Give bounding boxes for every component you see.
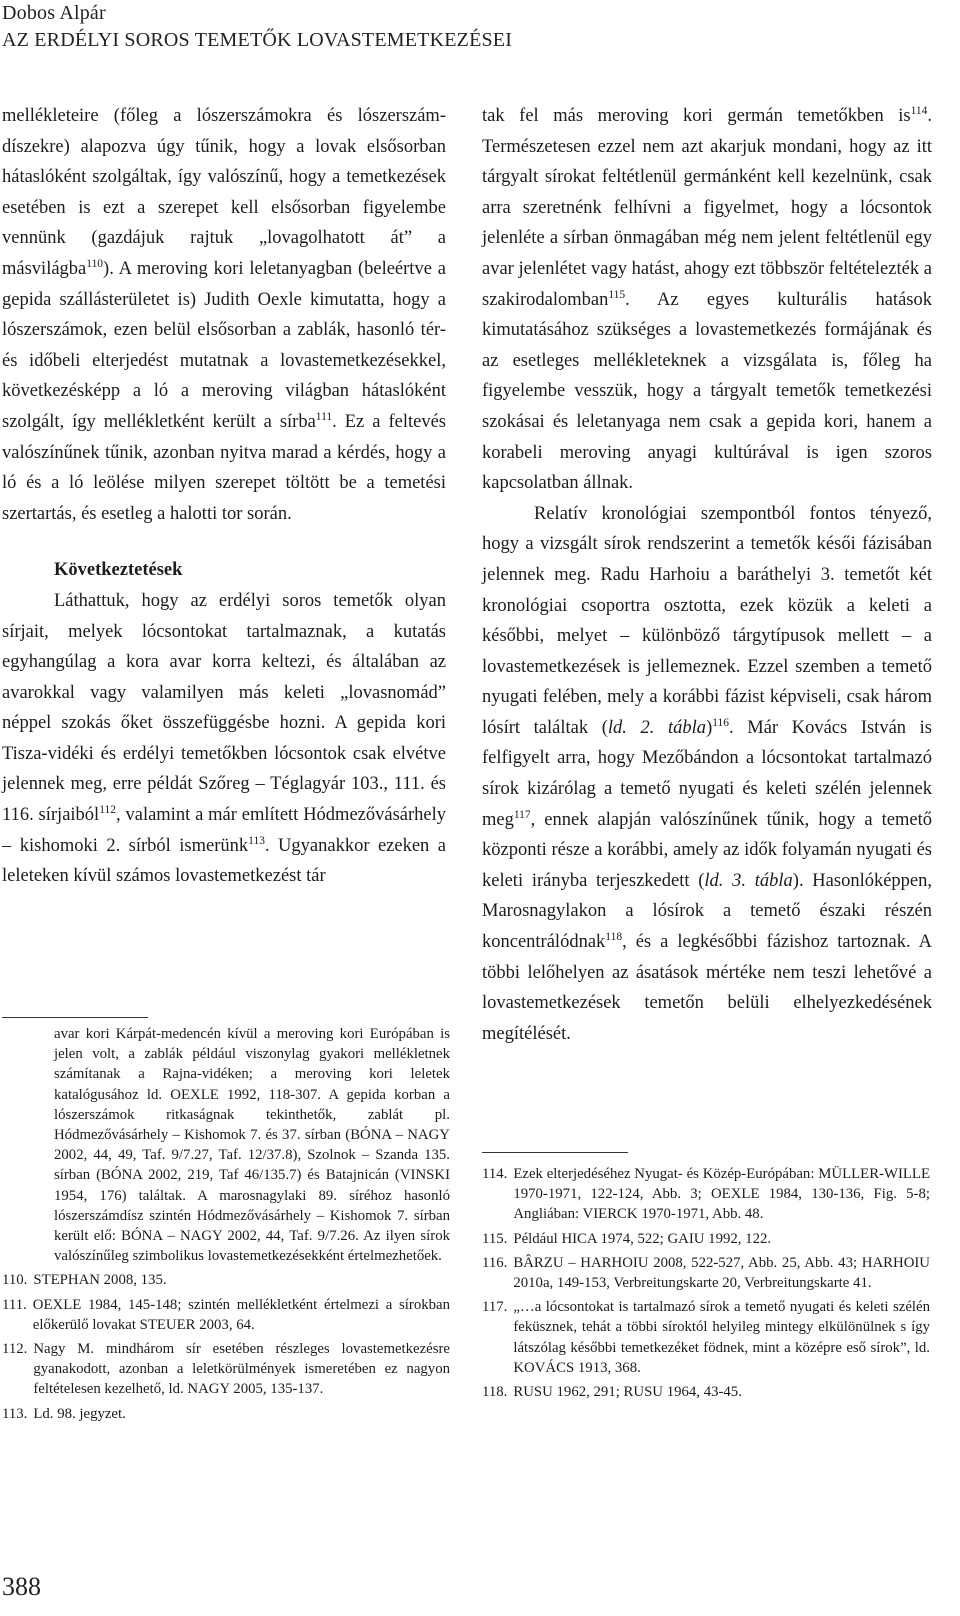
left-paragraph-2: Láthattuk, hogy az erdélyi soros temetők olyan sírjait, melyek lócsontokat tartalmaznak, a kutatás egyhangúlag a kora avar korra keltezi, és általában az avarokkal vagy valamilyen más keleti „lovasnomád” néppel szokás őket összefüggésbe hozni. A gepida kori Tisza-vidéki és erdélyi temetőkben lócsontok csak elvétve jelennek meg, erre példát Szőreg – Téglagyár 103., 111. és 116. sírjaiból$^{112}$, valamint a már említett Hódmezővásárhely – kishomoki 2. sírból ismerünk$^{113}$. Ugyanakkor ezeken a leleteken kívül számos lovastemetkezést tár	[2, 590, 446, 887]
running-header	[2, 0, 512, 54]
footnote-ref[interactable]: 117	[513, 808, 531, 821]
footnote-item	[2, 1404, 450, 1424]
footnote-item	[482, 1229, 930, 1249]
header-author: Dobos Alpár	[2, 2, 106, 24]
footnote-text: Például HICA 1974, 522; GAIU 1992, 122.	[513, 1230, 772, 1247]
right-footnotes	[482, 1164, 930, 1402]
footnote-item	[482, 1382, 930, 1402]
footnote-item	[2, 1295, 450, 1335]
footnote-item	[482, 1297, 930, 1378]
footnote-ref[interactable]: 114	[910, 104, 928, 117]
footnote-text: OEXLE 1984, 145-148; szintén mellékletként értelmezi a sírokban előkerülő lovakat STEUER 2003, 64.	[32, 1296, 450, 1333]
right-column	[482, 101, 932, 1049]
left-paragraph-1: mellékleteire (főleg a lószerszámokra és lószerszámdíszekre) alapozva úgy tűnik, hogy a lovak elsősorban hátaslóként szolgáltak, így valószínű, hogy a temetkezések esetében is ezt a szerepet kell elsősorban figyelembe vennünk (gazdájuk rajtuk „lovagolhatott át” a másvilágba$^{110}$). A meroving kori leletanyagban (beleértve a gepida szállásterületet is) Judith Oexle kimutatta, hogy a lószerszámok, ezen belül elsősorban a zablák, hasonló tér- és időbeli elterjedést mutatnak a lovastemetkezésekkel, következésképp a ló a meroving világban hátaslóként szolgált, így mellékletként került a sírba$^{111}$. Ez a feltevés valószínűnek tűnik, azonban nyitva marad a kérdés, hogy a ló és a ló leölése milyen szerepet töltött be a temetési szertartás, és esetleg a halotti tor során.	[2, 106, 446, 524]
footnote-number: 111.	[2, 1296, 27, 1313]
footnote-item	[2, 1339, 450, 1400]
footnote-number: 115.	[482, 1230, 508, 1247]
footnote-text: RUSU 1962, 291; RUSU 1964, 43-45.	[513, 1384, 742, 1401]
footnote-separator	[482, 1152, 628, 1153]
right-paragraph-2: Relatív kronológiai szempontból fontos tényező, hogy a vizsgált sírok rendszerint a temetők késői fázisában jelennek meg. Radu Harhoiu a baráthelyi 3. temetőt két kronológiai csoportra osztotta, ezek közük a keleti a későbbi, melyet – különböző tárgytípusok mellett – a lovastemetkezések is jellemeznek. Ezzel szemben a temető nyugati felében, mely a korábbi fázist képviseli, csak három lósírt találtak (ld. 2. tábla)$^{116}$. Már Kovács István is felfigyelt arra, hogy Mezőbándon a lócsontokat tartalmazó sírok kizárólag a temető nyugati és keleti szélén jelennek meg$^{117}$, ennek alapján valószínűnek tűnik, hogy a temető központi része a korábbi, amely az idők folyamán nyugati és keleti irányba terjeszkedett (ld. 3. tábla). Hasonlóképpen, Marosnagylakon a lósírok a temető északi részén koncentrálódnak$^{118}$, és a legkésőbbi fázishoz tartoznak. A többi lelőhelyen az ásatások mértéke nem teszi lehetővé a lovastemetkezések temetőn belüli elhelyezkedésének megítélését.	[482, 503, 933, 1044]
left-footnotes	[2, 1024, 450, 1424]
footnote-item	[2, 1270, 450, 1290]
footnote-item	[482, 1253, 930, 1293]
footnote-number: 110.	[2, 1272, 28, 1289]
footnote-text: STEPHAN 2008, 135.	[33, 1272, 167, 1289]
footnote-number: 112.	[2, 1341, 28, 1358]
footnote-item	[482, 1164, 930, 1225]
footnote-text: Nagy M. mindhárom sír esetében részleges lovastemetkezésre gyanakodott, azonban a leletkörülmények ismeretében ez nagyon feltételesen kezelhető, ld. NAGY 2005, 135-137.	[33, 1341, 450, 1398]
section-heading: Következtetések	[54, 560, 183, 581]
footnote-ref[interactable]: 112	[99, 803, 116, 816]
footnote-number: 114.	[482, 1166, 508, 1182]
page-number: 388	[2, 1572, 41, 1601]
footnote-text: „…a lócsontokat is tartalmazó sírok a temető nyugati és keleti szélén feküsznek, tehát a többi síroktól helyileg mintegy elkülönülnek s így látszólag későbbi temetkezéket födnek, mint a középre eső sírok”, ld. KOVÁCS 1913, 368.	[513, 1299, 930, 1376]
footnote-separator	[2, 1017, 148, 1018]
left-column	[2, 101, 446, 892]
footnote-number: 118.	[482, 1384, 508, 1401]
footnote-ref[interactable]: 111	[315, 410, 333, 423]
footnote-continuation: avar kori Kárpát-medencén kívül a meroving kori Európában is jelen volt, a zablák például viszonylag gyakori mellékletnek számítanak a Rajna-vidéken; a meroving kori leletek katalógusához ld. OEXLE 1992, 118-307. A gepida korban a lószerszámok ritkaságnak tekinthetők, zablát pl. Hódmezővásárhely – Kishomok 7. és 37. sírban (BÓNA – NAGY 2002, 44, 49, Taf. 9/7.27, Taf. 12/37.8), Szolnok – Szanda 135. sírban (BÓNA 2002, 219, Taf 46/135.7) és Batajnicán (VINSKI 1954, 176) találtak. A marosnagylaki 89. síréhoz hasonló lószerszámdísz szintén Hódmezővásárhely – Kishomok 7. sírban került elő: BÓNA – NAGY 2002, 44, Taf. 9/7.26. Az ilyen sírok valószínűleg szimbolikus lovastemetkezésekként értelmezhetőek.	[54, 1026, 450, 1265]
footnote-ref[interactable]: 113	[248, 834, 265, 847]
footnote-text: BÂRZU – HARHOIU 2008, 522-527, Abb. 25, Abb. 43; HARHOIU 2010a, 149-153, Verbreitungskarte 20, Verbreitungskarte 41.	[513, 1254, 930, 1292]
footnote-ref[interactable]: 110	[86, 257, 104, 270]
right-paragraph-1: tak fel más meroving kori germán temetőkben $is^{114}$. Természetesen ezzel nem azt akarjuk mondani, hogy az itt tárgyalt sírokat feltétlenül germánként kell kezelnünk, csak arra szeretnénk felhívni a figyelmet, hogy a lócsontok jelenléte a sírban önmagában még nem jelent feltétlenül egy avar jelenlétet vagy hatást, ahogy ezt többször feltételezték a szakirodalomban$^{115}$. Az egyes kulturális hatások kimutatásához szükséges a lovastemetkezés formájának és az esetleges mellékleteknek a vizsgálata is, főleg ha figyelembe vesszük, hogy a tárgyalt temetők temetkezési szokásai és leletanyaga nem csak a gepida kori, hanem a korabeli meroving anyagi kultúrával is igen szoros kapcsolatban állnak.	[482, 104, 932, 494]
footnote-ref[interactable]: 118	[605, 930, 623, 943]
footnote-text: Ezek elterjedéséhez Nyugat- és Közép-Európában: MÜLLER-WILLE 1970-1971, 122-124, Abb. 3; OEXLE 1984, 130-136, Fig. 5-8; Angliában: VIERCK 1970-1971, Abb. 48.	[513, 1166, 930, 1223]
footnote-ref[interactable]: 115	[608, 288, 626, 301]
footnote-text: Ld. 98. jegyzet.	[33, 1405, 126, 1422]
footnote-number: 116.	[482, 1254, 508, 1271]
header-title: AZ ERDÉLYI SOROS TEMETŐK LOVASTEMETKEZÉSEI	[2, 29, 513, 51]
footnote-number: 117.	[482, 1299, 508, 1316]
footnote-number: 113.	[2, 1405, 28, 1422]
footnote-ref[interactable]: 116	[712, 716, 730, 729]
